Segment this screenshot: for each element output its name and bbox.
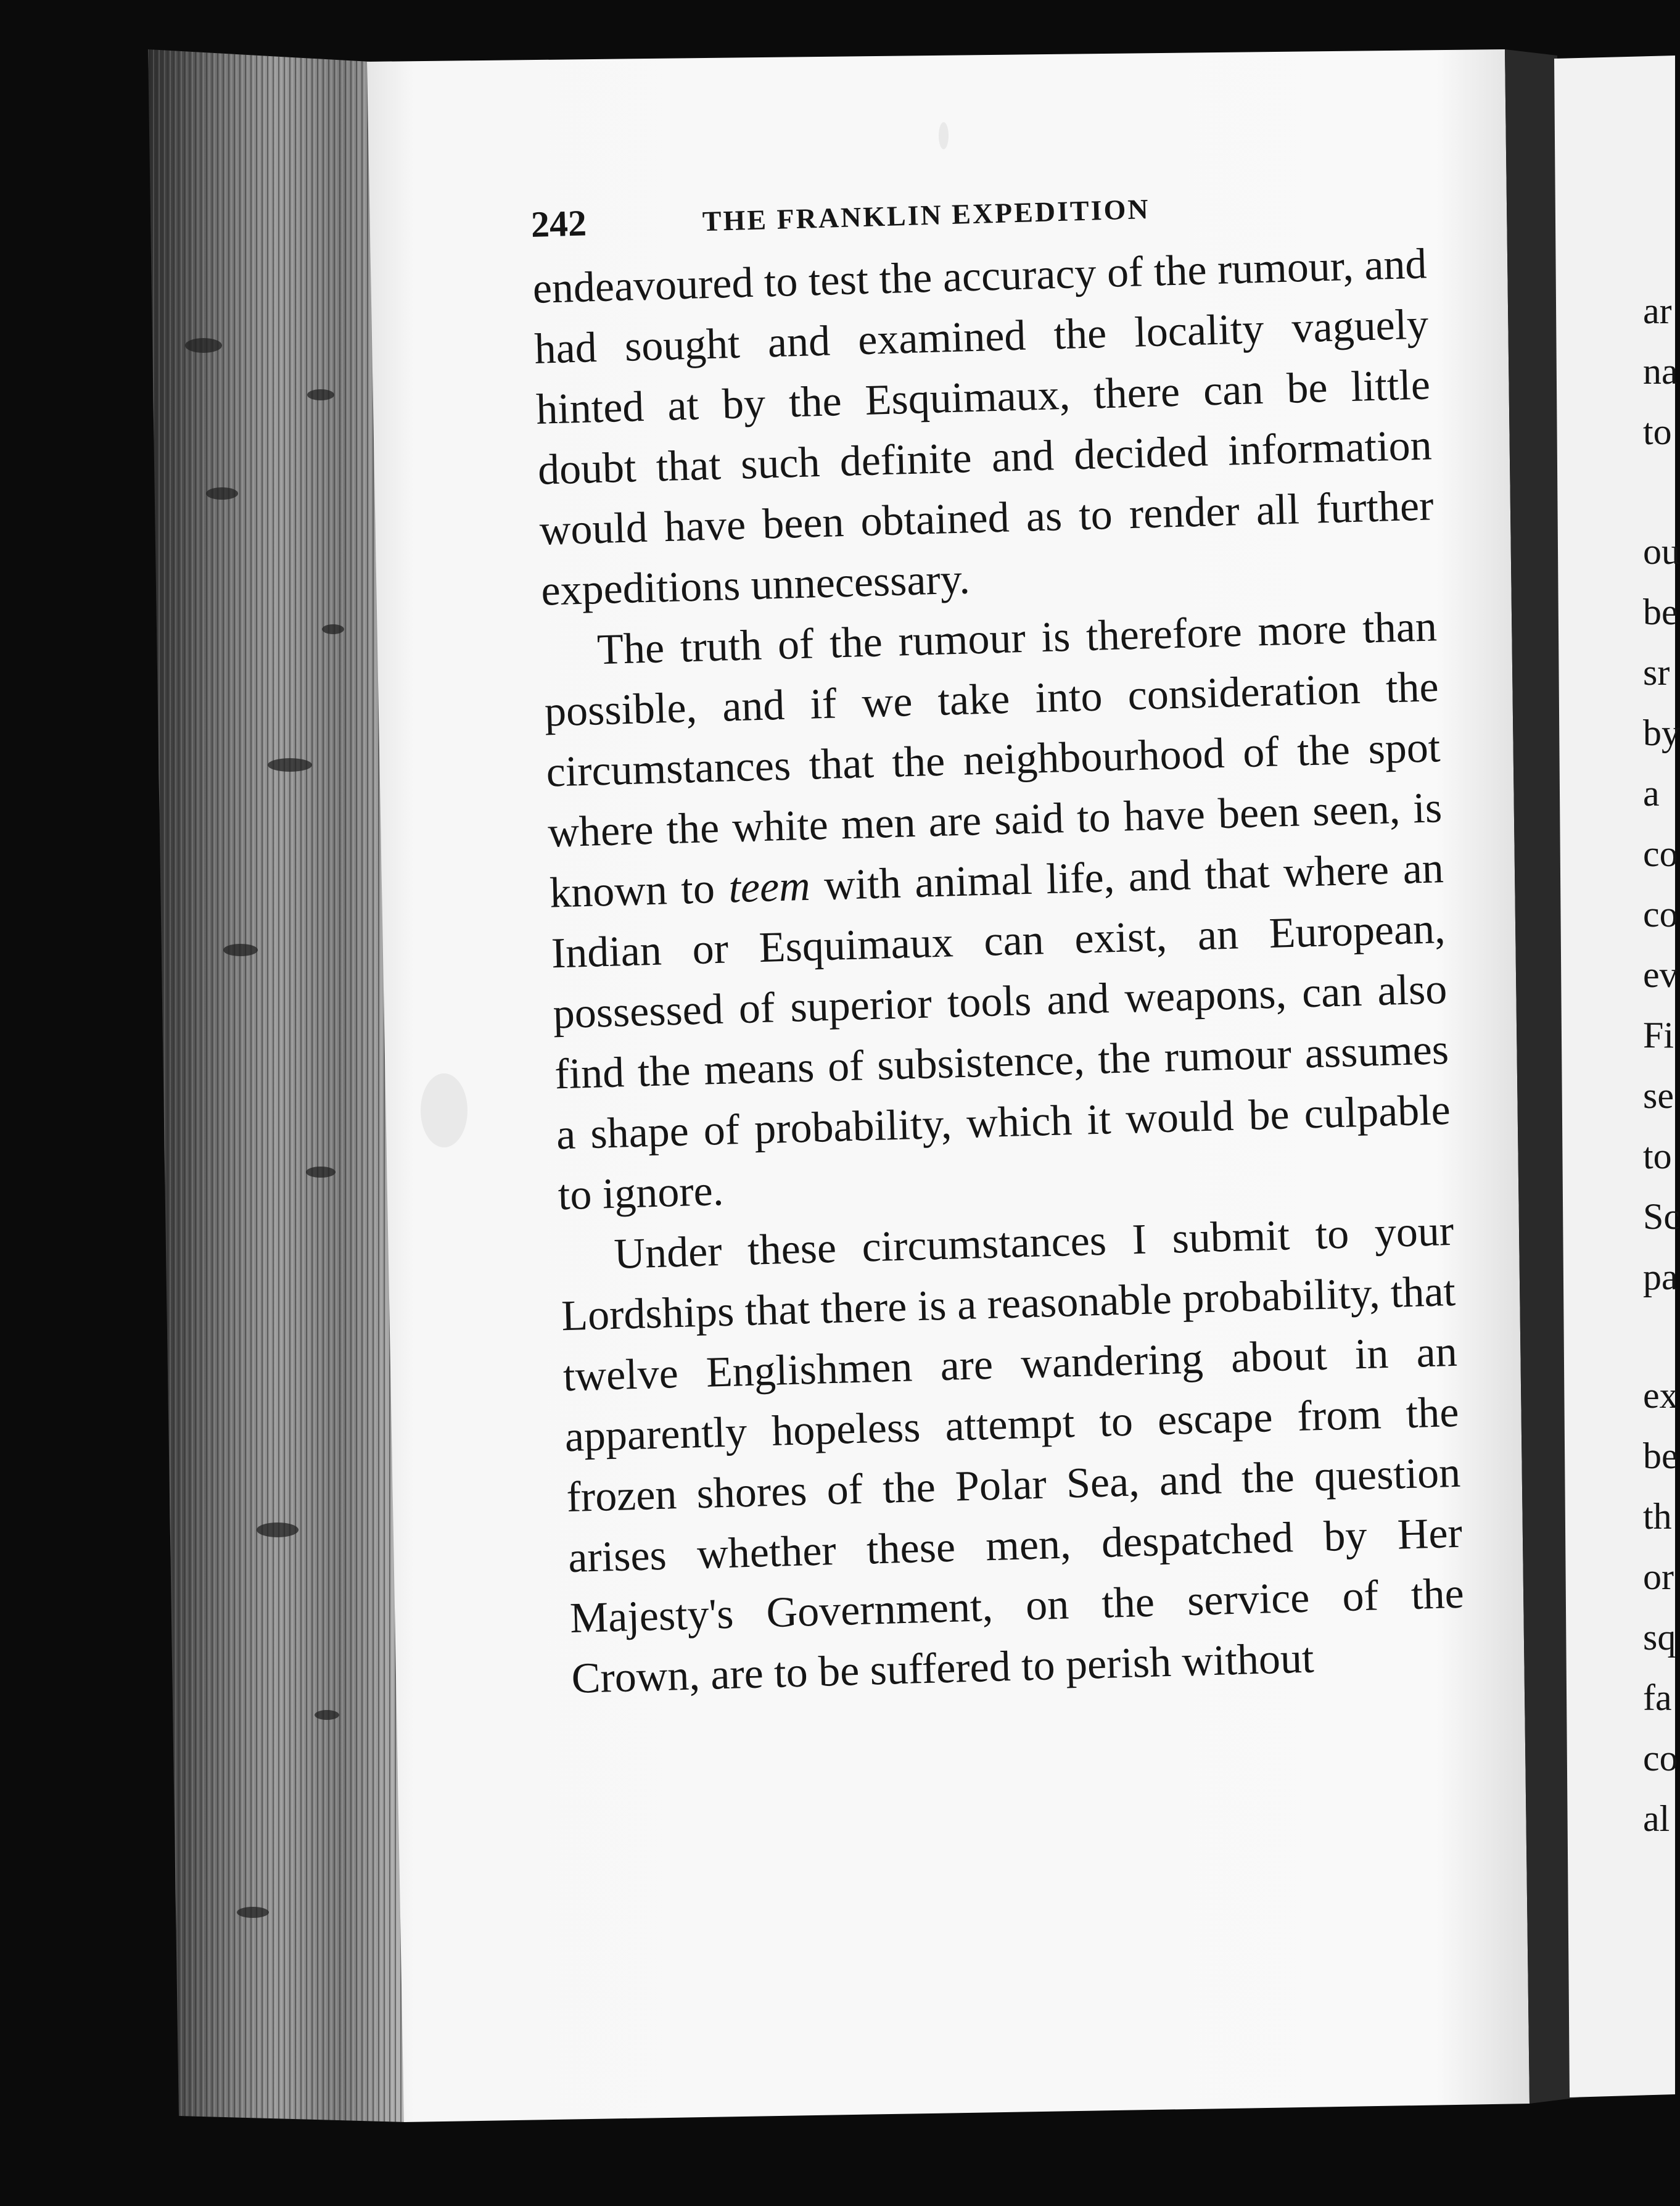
facing-page-fragment: se	[1643, 1075, 1674, 1116]
paragraph-truth-of-rumour	[542, 597, 1453, 1226]
page-number: 242	[530, 202, 587, 245]
facing-page-fragment: Fi	[1643, 1015, 1674, 1055]
paragraph-continuation: endeavoured to test the accuracy of the rumour, and had sought and examined the locality vaguely hinted at by the Esquimaux, there can be little doubt that such definite and decided information would have been obtained as to render all further expeditions unnecessary.	[532, 240, 1435, 615]
facing-page-fragment: Sc	[1643, 1196, 1680, 1237]
facing-page-fragment: ar	[1643, 291, 1672, 331]
facing-page-fragment: al	[1643, 1798, 1670, 1839]
facing-page-fragment: co	[1643, 833, 1678, 874]
facing-page-fragment: be	[1643, 1436, 1678, 1476]
paragraph-under-circumstances: Under these circumstances I submit to your Lordships that there is a reasonable probability, that twelve Englishmen are wandering about in an apparently hopeless attempt to escape from the frozen shores of the Polar Sea, and the question arises whether these men, despatched by Her Majesty's Government, on the service of the Crown, are to be suffered to perish without	[561, 1207, 1465, 1703]
facing-page-fragment: sr	[1643, 652, 1670, 693]
facing-page-fragment: be	[1643, 592, 1678, 632]
facing-page-fragment: co	[1643, 894, 1678, 935]
page-text-block	[530, 179, 1467, 1710]
facing-page-fragment: fa	[1643, 1677, 1672, 1718]
facing-page-fragment: or	[1643, 1556, 1674, 1597]
facing-page-fragment: pa	[1643, 1257, 1678, 1297]
facing-page-fragment: ex	[1643, 1375, 1678, 1416]
facing-page-fragment: a	[1643, 773, 1660, 814]
facing-page-fragment: ou	[1643, 531, 1680, 572]
paragraph-text: The truth of the rumour is therefore more than possible, and if we take into consideration the circumstances that the neighbourhood of the spot where the white men are said to have been seen, is known to	[543, 603, 1443, 917]
facing-page-fragment: to	[1643, 1136, 1672, 1176]
paragraph-text: with animal life, and that where an Indian or Esquimaux can exist, an European, possessed of superior tools and weapons, can also find the means of subsistence, the rumour assumes a shape of probability, which it would be culpable to ignore.	[550, 845, 1451, 1220]
running-head-title: THE FRANKLIN EXPEDITION	[702, 192, 1151, 238]
facing-page-fragment: ev	[1643, 954, 1678, 995]
facing-page-fragment: sq	[1643, 1617, 1676, 1658]
facing-page-fragment: by	[1643, 713, 1680, 753]
page-edges	[148, 49, 407, 2122]
facing-page-fragment: co	[1643, 1738, 1678, 1778]
emphasized-word: teem	[728, 862, 811, 912]
facing-page-fragment: na	[1643, 351, 1678, 392]
facing-page-fragment: to	[1643, 411, 1672, 452]
facing-page-fragment: th	[1643, 1496, 1672, 1537]
